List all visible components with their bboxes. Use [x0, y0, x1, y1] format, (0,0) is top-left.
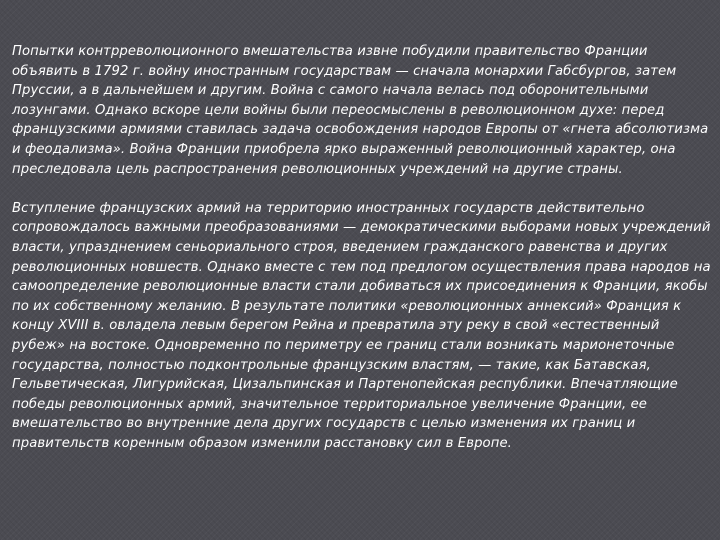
paragraph-1: Попытки контрреволюционного вмешательства извне побудили правительство Франции объявить в 1792 г. войну иностранным государствам — сначала монархии Габсбургов, затем Пруссии, а в дальнейшем и другим. Война с самого начала велась под оборонительными лозунгами. Однако вскоре цели войны были переосмыслены в революционном духе: перед французскими армиями ставилась задача освобождения народов Европы от «гнета абсолютизма и феодализма». Война Франции приобрела ярко выраженный революционный характер, она преследовала цель распространения революционных учреждений на другие страны.	[12, 44, 709, 177]
body-text-box	[12, 42, 712, 453]
paragraph-2: Вступление французских армий на территорию иностранных государств действительно сопровождалось важными преобразованиями — демократическими выборами новых учреждений власти, упразднением сеньориального строя, введением гражданского равенства и других революционных новшеств. Однако вместе с тем под предлогом осуществления права народов на самоопределение революционные власти стали добиваться их присоединения к Франции, якобы по их собственному желанию. В результате политики «революционных аннексий» Франция к концу XVIII в. овладела левым берегом Рейна и превратила эту реку в свой «естественный рубеж» на востоке. Одновременно по периметру ее границ стали возникать марионеточные государства, полностью подконтрольные французским властям, — такие, как Батавская, Гельветическая, Лигурийская, Цизальпинская и Партенопейская республики. Впечатляющие победы революционных армий, значительное территориальное увеличение Франции, ее вмешательство во внутренние дела других государств с целью изменения их границ и правительств коренным образом изменили расстановку сил в Европе.	[12, 200, 711, 451]
